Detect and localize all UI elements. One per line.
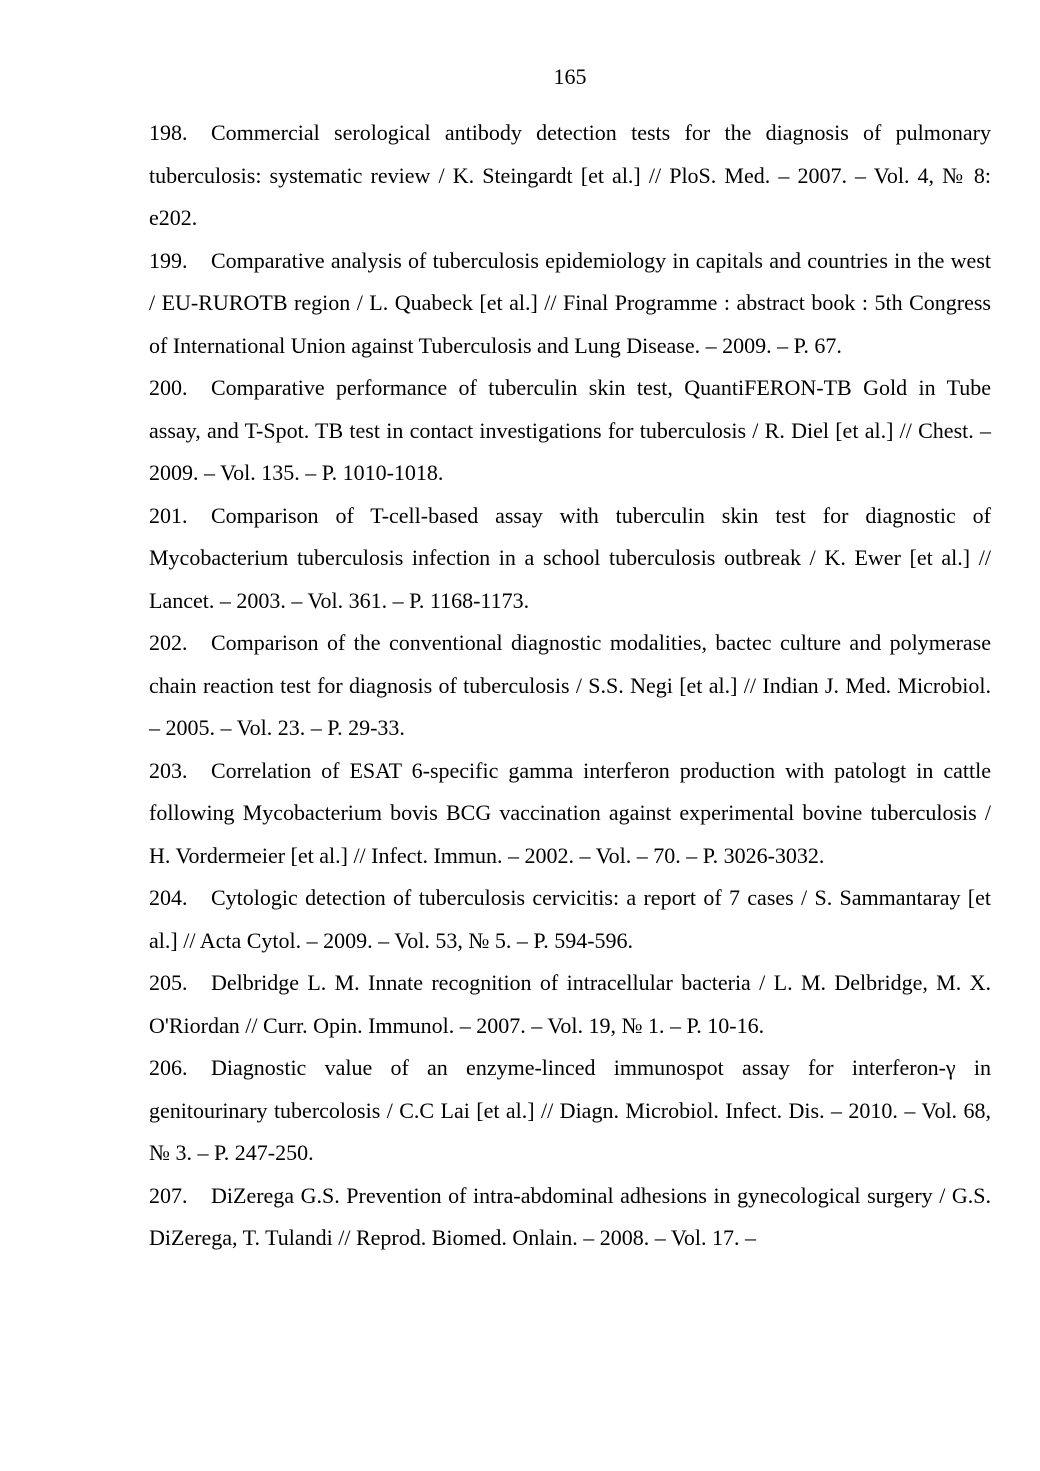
reference-number: 203. xyxy=(149,757,188,783)
reference-number: 207. xyxy=(149,1182,188,1208)
reference-item xyxy=(149,112,991,240)
reference-text: Comparison of T-cell-based assay with tuberculin skin test for diagnostic of Mycobacterium tuberculosis infection in a school tuberculosis outbreak / K. Ewer [et al.] // Lancet. – 2003. – Vol. 361. – P. 1168-1173. xyxy=(149,502,991,613)
reference-text: Comparative performance of tuberculin skin test, QuantiFERON-TB Gold in Tube assay, and T-Spot. TB test in contact investigations for tuberculosis / R. Diel [et al.] // Chest. – 2009. – Vol. 135. – P. 1010-1018. xyxy=(149,375,991,485)
reference-item xyxy=(149,962,991,1047)
reference-number: 206. xyxy=(149,1055,188,1080)
reference-number: 205. xyxy=(149,970,188,995)
reference-text: Cytologic detection of tuberculosis cervicitis: a report of 7 cases / S. Sammantaray [et al.] // Acta Cytol. – 2009. – Vol. 53, № 5. – P. 594-596. xyxy=(149,885,991,953)
reference-text: Comparative analysis of tuberculosis epidemiology in capitals and countries in the west / EU-RUROTB region / L. Quabeck [et al.] // Final Programme : abstract book : 5th Congress of International Union against Tuberculosis and Lung Disease. – 2009. – P. 67. xyxy=(149,247,991,358)
reference-item xyxy=(149,240,991,368)
reference-item xyxy=(149,1047,991,1175)
reference-number: 204. xyxy=(149,885,188,910)
reference-item xyxy=(149,877,991,962)
reference-item xyxy=(149,1175,991,1260)
reference-text: Delbridge L. M. Innate recognition of intracellular bacteria / L. M. Delbridge, M. X. O'Riordan // Curr. Opin. Immunol. – 2007. – Vol. 19, № 1. – P. 10-16. xyxy=(149,970,991,1038)
page-number: 165 xyxy=(553,64,587,89)
reference-list xyxy=(149,112,991,1260)
reference-item xyxy=(149,622,991,750)
reference-number: 202. xyxy=(149,630,188,655)
reference-text: Diagnostic value of an enzyme-linced immunospot assay for interferon-γ in genitourinary tubercolosis / C.C Lai [et al.] // Diagn. Microbiol. Infect. Dis. – 2010. – Vol. 68, № 3. – P. 247-250. xyxy=(149,1055,991,1165)
reference-text: Correlation of ESAT 6-specific gamma interferon production with patologt in cattle following Mycobacterium bovis BCG vaccination against experimental bovine tuberculosis / H. Vordermeier [et al.] // Infect. Immun. – 2002. – Vol. – 70. – P. 3026-3032. xyxy=(149,757,991,868)
reference-number: 200. xyxy=(149,375,188,400)
reference-text: Commercial serological antibody detection tests for the diagnosis of pulmonary tuberculosis: systematic review / K. Steingardt [et al.] // PloS. Med. – 2007. – Vol. 4, № 8: e202. xyxy=(149,120,991,230)
reference-item xyxy=(149,750,991,878)
reference-item xyxy=(149,367,991,495)
reference-number: 199. xyxy=(149,247,188,273)
reference-number: 198. xyxy=(149,120,188,145)
reference-number: 201. xyxy=(149,502,188,528)
reference-text: Comparison of the conventional diagnostic modalities, bactec culture and polymerase chain reaction test for diagnosis of tuberculosis / S.S. Negi [et al.] // Indian J. Med. Microbiol. – 2005. – Vol. 23. – P. 29-33. xyxy=(149,630,991,740)
reference-item xyxy=(149,495,991,623)
reference-text: DiZerega G.S. Prevention of intra-abdominal adhesions in gynecological surgery / G.S. DiZerega, T. Tulandi // Reprod. Biomed. Onlain. – 2008. – Vol. 17. – xyxy=(149,1182,991,1250)
